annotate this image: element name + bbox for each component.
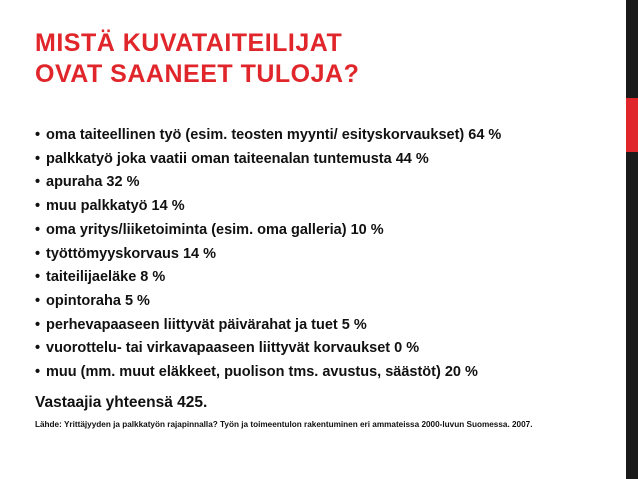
list-item-text: muu palkkatyö 14 % <box>46 198 185 215</box>
bullet-icon: • <box>35 292 41 309</box>
right-edge-accent <box>626 98 638 152</box>
list-item <box>35 148 615 172</box>
list-item <box>35 290 615 314</box>
bullet-icon: • <box>35 316 41 333</box>
list-item-text: työttömyyskorvaus 14 % <box>46 245 217 262</box>
list-item <box>35 124 615 148</box>
slide-title-line-2: OVAT SAANEET TULOJA? <box>35 60 360 88</box>
list-item-text: palkkatyö joka vaatii oman taiteenalan tuntemusta 44 % <box>46 150 429 167</box>
bullet-icon: • <box>35 364 41 381</box>
bullet-icon: • <box>35 174 41 191</box>
list-item-text: vuorottelu- tai virkavapaaseen liittyvät korvaukset 0 % <box>46 340 420 357</box>
list-item-text: taiteilijaeläke 8 % <box>46 269 166 286</box>
list-item <box>35 361 615 385</box>
list-item-text: oma yritys/liiketoiminta (esim. oma galleria) 10 % <box>46 221 384 238</box>
list-item <box>35 314 615 338</box>
bullet-icon: • <box>35 150 41 167</box>
list-item <box>35 171 615 195</box>
bullet-icon: • <box>35 269 41 286</box>
list-item <box>35 219 615 243</box>
respondent-total: Vastaajia yhteensä 425. <box>35 394 208 411</box>
list-item-text: opintoraha 5 % <box>46 292 150 309</box>
bullet-icon: • <box>35 127 41 143</box>
list-item-text: oma taiteellinen työ (esim. teosten myynti/ esityskorvaukset) 64 % <box>46 127 502 143</box>
bullet-icon: • <box>35 221 41 238</box>
right-edge-bar <box>626 0 638 479</box>
income-source-list <box>35 124 615 385</box>
slide-title-line-1: MISTÄ KUVATAITEILIJAT <box>35 29 343 57</box>
list-item <box>35 337 615 361</box>
bullet-icon: • <box>35 198 41 215</box>
list-item <box>35 266 615 290</box>
list-item-text: perhevapaaseen liittyvät päivärahat ja tuet 5 % <box>46 316 367 333</box>
bullet-icon: • <box>35 340 41 357</box>
list-item <box>35 243 615 267</box>
slide-title <box>35 28 595 90</box>
list-item <box>35 195 615 219</box>
source-citation: Lähde: Yrittäjyyden ja palkkatyön rajapinnalla? Työn ja toimeentulon rakentuminen eri ammateissa 2000-luvun Suomessa. 2007. <box>35 420 533 429</box>
list-item-text: apuraha 32 % <box>46 174 140 191</box>
list-item-text: muu (mm. muut eläkkeet, puolison tms. avustus, säästöt) 20 % <box>46 364 478 381</box>
bullet-icon: • <box>35 245 41 262</box>
